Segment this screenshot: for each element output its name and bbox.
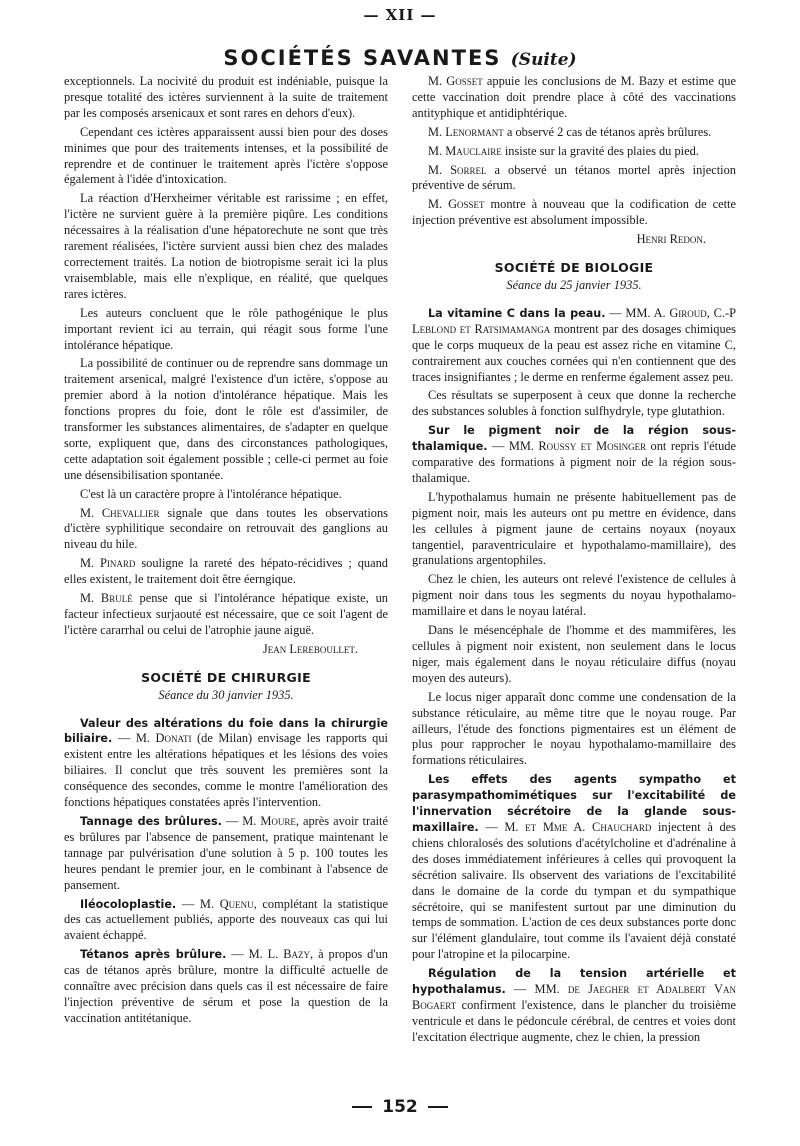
author-name: M. L. Bazy [248, 947, 311, 962]
paragraph: exceptionnels. La nocivité du produit est indéniable, puisque la presque totalité des ictères surviennent à la suite de traitement par les composés arsenicaux et sont rares en dehors d'eux). [64, 74, 388, 120]
author-name: MM. Roussy et Mosinger [508, 439, 647, 454]
page-number: — XII — [363, 6, 437, 24]
section-date: Séance du 25 janvier 1935. [506, 277, 642, 292]
paragraph: Ces résultats se superposent à ceux que donne la recherche des substances solubles à fonction sulfhydryle, type glutathion. [412, 388, 736, 419]
author-name: M. Chevallier [80, 505, 160, 520]
author-name: M. Pinard [80, 556, 136, 571]
paragraph-text: a observé un tétanos mortel après injection préventive de sérum. [412, 162, 736, 193]
paragraph: Tannage des brûlures. — M. Moure, après avoir traité es brûlures par l'absence de pansement, pratique maintenant le tannage par pulvérisation d'une solution à 5 p. 100 toutes les heures pendant le premier jour, en le combinant à l'absence de pansement. [64, 813, 388, 892]
author-name: M. Moure [242, 813, 296, 828]
paragraph: Régulation de la tension artérielle et hypothalamus. — MM. de Jaegher et Adalbert Van Bogaert confirment l'existence, dans le plancher du troisième ventricule et dans le pédoncule cérébral, de centres et voies dont l'excitation électrique augmente, chez le chien, la pression [412, 967, 736, 1044]
paragraph [412, 144, 736, 160]
paragraph: C'est là un caractère propre à l'intolérance hépatique. [80, 486, 342, 501]
paragraph-text: (de Milan) envisage les rapports qui existent entre les altérations hépatiques et les lésions des voies biliaires. Il conclut que très souvent les premières sont la conséquence des secondes, comme le montre l'amélioration des fonctions hépatiques constatées après l'intervention. [64, 731, 388, 810]
topic-heading: Régulation de la tension artérielle et hypothalamus. [412, 967, 736, 997]
paragraph: Valeur des altérations du foie dans la chirurgie biliaire. — M. Donati (de Milan) envisage les rapports qui existent entre les altérations hépatiques et les lésions des voies biliaires. Il conclut que très souvent les premières sont la conséquence des secondes, comme le montre l'amélioration des fonctions hépatiques constatées après l'intervention. [64, 716, 388, 810]
paragraph: Les effets des agents sympatho et parasympathomimétiques sur l'excitabilité de l'innervation sécrétoire de la glande sous-maxillaire. — M. et Mme A. Chauchard injectent à des chiens chloralosés des solutions d'acétylcholine et d'adrénaline à des doses immédiatement inférieures à celles qui provoquent la sécrétion salivaire. Ils observent des variations de l'excitabilité dans le domaine de la corde du tympan et du sympathique sécrétoire, qui se manifestent surtout par une diminution du temps de sommation. L'action de ces deux substances porte donc sur l'élément glandulaire, tout comme ils l'avaient déjà constaté pour l'atropine et la pilocarpine. [412, 773, 736, 962]
left-column [64, 74, 388, 1094]
author-name: M. Gosset [428, 197, 485, 212]
author-name: M. Brulé [80, 591, 133, 606]
author-name: M. et Mme A. Chauchard [504, 819, 652, 834]
paragraph [412, 197, 736, 229]
author-name: MM. A. Giroud, C.-P Leblond et Ratsimamanga [412, 305, 736, 336]
paragraph-text: montrent par des dosages chimiques que le corps muqueux de la peau est assez riche en vitamine C, contrairement aux couches cornées qui n'en contiennent que des traces insignifiantes ; le derme en renferme également assez peu. [412, 321, 736, 384]
topic-heading: La vitamine C dans la peau. [428, 306, 606, 320]
paragraph-text: montre à nouveau que la codification de cette injection préventive est absolument impossible. [412, 197, 736, 228]
paragraph: La possibilité de continuer ou de reprendre sans dommage un traitement arsenical, malgré l'existence d'un ictère, s'oppose au premier abord à la notion d'intolérance hépatique. Mais les fonctions propres du foie, dont le rôle est d'assimiler, de transformer les substances alimentaires, de s'adapter en quelque sorte, expliquent que, dans des circonstances pathologiques, cette adaptation soit également possible ; celle-ci permet au foie une désensibilisation spontanée. [64, 356, 388, 482]
topic-heading: Valeur des altérations du foie dans la chirurgie biliaire. [64, 716, 388, 746]
paragraph: Cependant ces ictères apparaissent aussi bien pour des doses minimes que pour des traitements intenses, et la possibilité de reprendre et de continuer le traitement après l'ictère s'oppose également à l'idée d'intoxication. [64, 124, 388, 187]
ornament-dash [428, 1106, 448, 1108]
paragraph-text: a observé 2 cas de tétanos après brûlures. [503, 124, 712, 139]
topic-heading: Tétanos après brûlure. [80, 948, 227, 962]
paragraph [412, 74, 736, 122]
paragraph-text: confirment l'existence, dans le plancher du troisième ventricule et dans le pédoncule cérébral, de centres et voies dont l'excitation électrique augmente, chez le chien, la pression [412, 997, 736, 1044]
author-name: M. Lenormant [428, 124, 504, 139]
paragraph-text: , à propos d'un cas de tétanos après brûlure, montre la difficulté actuelle de connaître avec précision dans quels cas il est nécessaire de faire l'injection préventive de sérum et pose la question de la vaccination antitétanique. [64, 947, 388, 1025]
ornament-dash [352, 1106, 372, 1108]
paragraph: Iléocoloplastie. — M. Quenu, complétant la statistique des cas actuellement publiés, apporte des nouveaux cas qui lui avaient échappé. [64, 896, 388, 943]
paragraph-text: souligne la rareté des hépato-récidives ; quand elles existent, le traitement doit être éerngique. [64, 556, 388, 587]
paragraph-text: injectent à des chiens chloralosés des solutions d'acétylcholine et d'adrénaline à des doses immédiatement inférieures à celles qui provoquent la sécrétion salivaire. Ils observent des variations de l'excitabilité dans le domaine de la corde du tympan et du sympathique sécrétoire, qui se manifestent surtout par une diminution du temps de sommation. L'action de ces deux substances porte donc sur l'élément glandulaire, tout comme ils l'avaient déjà constaté pour l'atropine et la pilocarpine. [412, 819, 736, 962]
paragraph: La réaction d'Herxheimer véritable est rarissime ; en effet, l'ictère ne survient guère à la première piqûre. Les conditions nécessaires à la réalisation d'une hépatorechute ne sont que très rarement réalisées, l'ictère survient aussi bien chez des malades correctement traités. La notion de biotropisme serait ici la plus vraisemblable, mais elle n'explique, en réalité, que quelques rares ictères. [64, 191, 388, 301]
topic-heading: Tannage des brûlures. [80, 814, 222, 828]
paragraph-text: , complétant la statistique des cas actuellement publiés, apporte des nouveaux cas qui lui avaient échappé. [64, 896, 388, 943]
author-name: M. Quenu [199, 896, 254, 911]
author-name: M. Donati [135, 731, 192, 746]
running-title-suffix: (Suite) [510, 50, 577, 70]
paragraph [412, 163, 736, 195]
right-column [412, 74, 736, 1094]
footer-page-number: 152 [382, 1097, 418, 1117]
signature: Jean Lereboullet. [262, 641, 358, 656]
paragraph-text: insiste sur la gravité des plaies du pied. [501, 143, 699, 158]
paragraph-text: signale que dans toutes les observations d'ictère syphilitique secondaire on retrouvait des ganglions au niveau du hile. [64, 505, 388, 552]
author-name: M. Gosset [428, 74, 483, 88]
section-title: SOCIÉTÉ DE BIOLOGIE [494, 260, 654, 276]
topic-heading: Sur le pigment noir de la région sous-thalamique. [412, 424, 736, 454]
author-name: M. Mauclaire [428, 143, 502, 158]
paragraph [64, 506, 388, 554]
paragraph: L'hypothalamus humain ne présente habituellement pas de pigment noir, mais les auteurs ont pu mettre en évidence, dans les cellules à pigment jaune de certains noyaux (noyaux tangentiel, paraventriculaire et hypothalamo-mamillaire), des granulations argentophiles. [412, 489, 736, 568]
section-title: SOCIÉTÉ DE CHIRURGIE [141, 669, 311, 685]
paragraph: Tétanos après brûlure. — M. L. Bazy, à propos d'un cas de tétanos après brûlure, montre la difficulté actuelle de connaître avec précision dans quels cas il est nécessaire de faire l'injection préventive de sérum et pose la question de la vaccination antitétanique. [64, 947, 388, 1025]
running-title [0, 46, 800, 70]
paragraph-text: ont repris l'étude comparative des formations à pigment noir de la région sous-thalamique. [412, 439, 736, 485]
paragraph-text: , après avoir traité es brûlures par l'absence de pansement, pratique maintenant le tannage par pulvérisation d'une solution à 5 p. 100 toutes les heures pendant le premier jour, en le combinant à l'absence de pansement. [64, 813, 388, 892]
section-date: Séance du 30 janvier 1935. [158, 687, 294, 702]
paragraph [64, 591, 388, 639]
paragraph: Dans le mésencéphale de l'homme et des mammifères, les cellules à pigment noir existent, non seulement dans le locus niger, mais également dans le noyau réticulaire diffus (noyau moyen des auteurs). [412, 623, 736, 685]
paragraph: Le locus niger apparaît donc comme une condensation de la substance réticulaire, au même titre que le noyau rouge. Par ailleurs, l'étude des fonctions pigmentaires est un élément de plus pour rapprocher le noyau hypothalamo-mamillaire des formations réticulaires. [412, 689, 736, 768]
paragraph: Les auteurs concluent que le rôle pathogénique le plus important revient ici au terrain, qui réagit sous forme l'une intolérance hépatique. [64, 305, 388, 352]
paragraph-text: appuie les conclusions de M. Bazy et estime que cette vaccination doit prendre place à côté des vaccinations antityphique et antidiphtérique. [412, 74, 736, 120]
running-title-text: SOCIÉTÉS SAVANTES [223, 46, 502, 70]
paragraph: Sur le pigment noir de la région sous-thalamique. — MM. Roussy et Mosinger ont repris l'étude comparative des formations à pigment noir de la région sous-thalamique. [412, 424, 736, 485]
paragraph: La vitamine C dans la peau. — MM. A. Giroud, C.-P Leblond et Ratsimamanga montrent par des dosages chimiques que le corps muqueux de la peau est assez riche en vitamine C, contrairement aux couches cornées qui n'en contiennent que des traces insignifiantes ; le derme en renferme également assez peu. [412, 305, 736, 384]
author-name: M. Sorrel [428, 162, 487, 177]
paragraph: Chez le chien, les auteurs ont relevé l'existence de cellules à pigment noir dans tous les segments du noyau hypothalamo-mamillaire et dans le noyau latéral. [412, 572, 736, 619]
paragraph [412, 125, 736, 141]
page-footer [0, 1097, 800, 1117]
paragraph [64, 556, 388, 588]
author-name: MM. de Jaegher et Adalbert Van Bogaert [412, 982, 736, 1012]
paragraph-text: pense que si l'intolérance hépatique existe, un facteur infectieux surjaouté est nécessaire, que ce soit l'agent de l'ictère cararrhal ou celui de l'atrophie jaune aiguë. [64, 591, 388, 637]
topic-heading: Iléocoloplastie. [80, 897, 177, 911]
topic-heading: Les effets des agents sympatho et parasympathomimétiques sur l'excitabilité de l'innervation sécrétoire de la glande sous-maxillaire. [412, 773, 736, 834]
signature: Henri Redon. [636, 232, 706, 247]
